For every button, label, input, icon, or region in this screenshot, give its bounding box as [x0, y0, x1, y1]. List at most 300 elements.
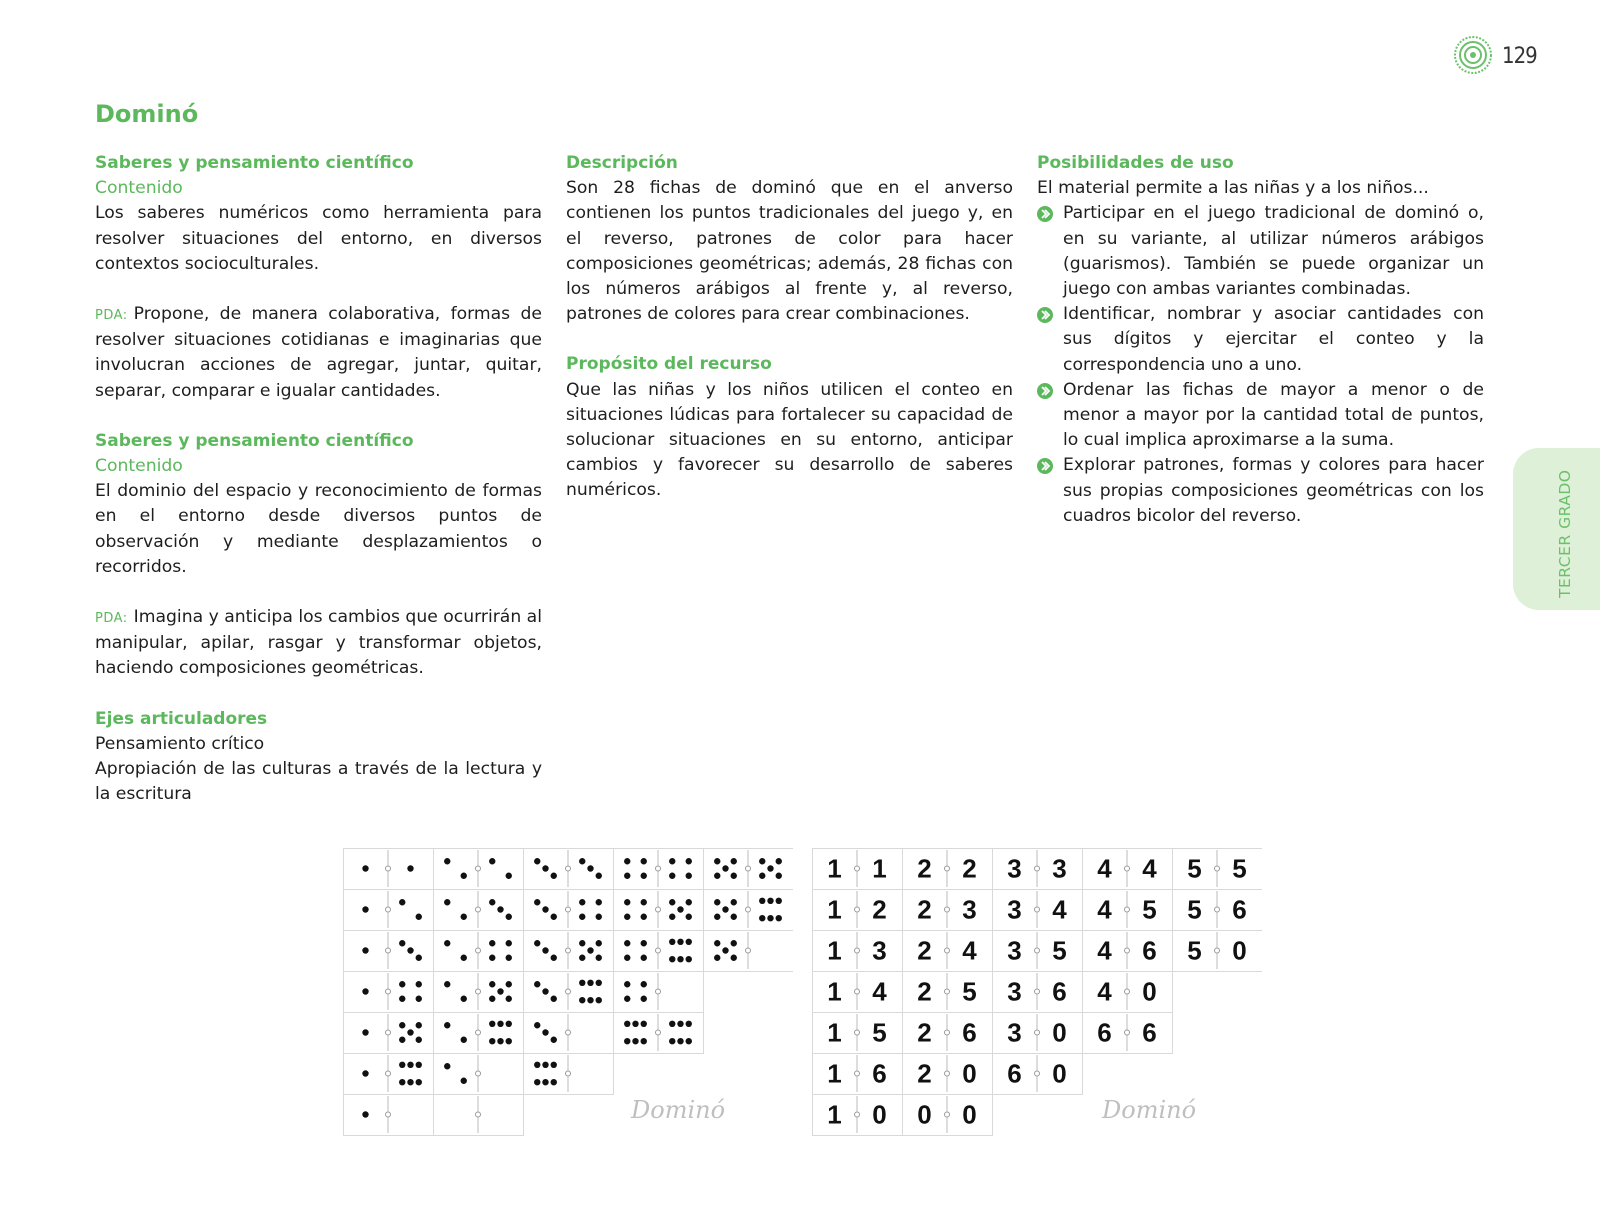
domino-number: 3: [872, 935, 887, 966]
domino-pip: [767, 898, 773, 904]
domino-number: 6: [872, 1058, 887, 1089]
domino-tile: [524, 1013, 614, 1054]
domino-pip: [399, 1037, 405, 1043]
column-saberes: [95, 151, 542, 807]
domino-pip: [776, 873, 782, 879]
domino-pip: [624, 873, 630, 879]
domino-pip: [596, 873, 602, 879]
domino-pip: [362, 947, 368, 953]
domino-pip: [489, 899, 495, 905]
domino-tile: [614, 849, 704, 890]
tile-pin: [656, 866, 661, 871]
domino-pip: [596, 914, 602, 920]
domino-pip: [551, 955, 557, 961]
uses-intro: El material permite a las niñas y a los niños...: [1037, 178, 1429, 199]
domino-pip: [776, 858, 782, 864]
domino-tile: [344, 931, 434, 972]
list-item: Identificar, nombrar y asociar cantidades con sus dígitos y ejercitar el conteo y la correspondencia uno a uno.: [1037, 302, 1484, 378]
domino-pip: [362, 1111, 368, 1117]
domino-tile: [434, 890, 524, 931]
domino-pip: [399, 1079, 405, 1085]
description-heading: Descripción: [566, 153, 678, 173]
domino-number: 2: [917, 894, 932, 925]
domino-pip: [407, 865, 413, 871]
page-number: 129: [1502, 44, 1537, 69]
domino-pip: [767, 915, 773, 921]
tile-pin: [386, 989, 391, 994]
tile-pin: [1035, 948, 1040, 953]
domino-number: 4: [1097, 853, 1112, 884]
tile-pin: [566, 948, 571, 953]
domino-tile: [434, 931, 524, 972]
tile-pin: [476, 866, 481, 871]
domino-pip: [624, 981, 630, 987]
domino-pip: [669, 914, 675, 920]
domino-tile: [993, 1054, 1083, 1095]
tile-pin: [656, 948, 661, 953]
domino-pip: [669, 1021, 675, 1027]
uses-heading: Posibilidades de uso: [1037, 153, 1234, 173]
list-item: Explorar patrones, formas y colores para hacer sus propias composiciones geométricas con los cuadros bicolor del reverso.: [1037, 453, 1484, 529]
ejes-item: Pensamiento crítico: [95, 733, 265, 754]
domino-pip: [714, 858, 720, 864]
domino-tile: [344, 1013, 434, 1054]
domino-pip: [399, 1022, 405, 1028]
domino-pip: [534, 1022, 540, 1028]
domino-tile: [614, 1013, 704, 1054]
tile-pin: [1125, 989, 1130, 994]
domino-number: 6: [962, 1017, 977, 1048]
domino-pip: [596, 940, 602, 946]
tile-pin: [746, 866, 751, 871]
domino-pip: [362, 865, 368, 871]
domino-number: 4: [1097, 935, 1112, 966]
domino-pip: [542, 947, 548, 953]
domino-tile: [434, 1054, 524, 1095]
pda-paragraph: [95, 302, 542, 404]
description-text: Son 28 fichas de dominó que en el anverso contienen los puntos tradicionales del juego y, en el reverso, patrones de color para hacer composiciones geométricas; además, 28 fichas con los números arábigos al frente y, al reverso, patrones de colores para crear combinaciones.: [566, 178, 1013, 325]
domino-pip: [624, 1038, 630, 1044]
domino-tile: [704, 890, 794, 931]
tile-pin: [566, 989, 571, 994]
domino-pip: [759, 858, 765, 864]
domino-pip: [489, 955, 495, 961]
domino-number: 0: [872, 1099, 887, 1130]
domino-pip: [579, 940, 585, 946]
tile-pin: [476, 989, 481, 994]
section-heading: Saberes y pensamiento científico: [95, 153, 414, 173]
domino-tile: [434, 1013, 524, 1054]
domino-pip: [444, 1063, 450, 1069]
tile-pin: [945, 948, 950, 953]
domino-number: 5: [962, 976, 977, 1007]
domino-pip: [444, 899, 450, 905]
domino-pip: [489, 940, 495, 946]
domino-pip: [714, 899, 720, 905]
domino-number: 1: [872, 853, 887, 884]
domino-pip: [489, 858, 495, 864]
domino-tile: [524, 849, 614, 890]
list-item: Participar en el juego tradicional de dominó o, en su variante, al utilizar números arábigos (guarismos). También se puede organizar un juego con ambas variantes combinadas.: [1037, 201, 1484, 302]
domino-number: 2: [917, 1058, 932, 1089]
domino-pip: [551, 1062, 557, 1068]
domino-pip: [399, 940, 405, 946]
tile-pin: [386, 1030, 391, 1035]
domino-pip: [506, 981, 512, 987]
tile-pin: [945, 1112, 950, 1117]
domino-pip: [759, 898, 765, 904]
domino-pip: [669, 956, 675, 962]
domino-number: 0: [1142, 976, 1157, 1007]
domino-numbers-grid: [812, 848, 1262, 1138]
column-descripcion: [566, 151, 1013, 504]
domino-number: 2: [917, 853, 932, 884]
domino-number: 0: [962, 1058, 977, 1089]
domino-pip: [506, 955, 512, 961]
domino-pip: [579, 980, 585, 986]
domino-number: 4: [1142, 853, 1157, 884]
domino-pip: [506, 996, 512, 1002]
domino-pip: [722, 906, 728, 912]
tile-pin: [386, 1112, 391, 1117]
ejes-heading: Ejes articuladores: [95, 708, 268, 729]
tile-pin: [386, 907, 391, 912]
domino-number: 0: [1052, 1017, 1067, 1048]
domino-tile: [813, 1054, 903, 1095]
domino-pip: [669, 858, 675, 864]
tile-pin: [476, 948, 481, 953]
domino-number: 5: [1052, 935, 1067, 966]
domino-tile: [903, 931, 993, 972]
domino-pip: [444, 1022, 450, 1028]
domino-number: 4: [1052, 894, 1067, 925]
domino-pip: [776, 898, 782, 904]
bullet-arrow-icon: [1037, 383, 1053, 399]
domino-tile: [993, 890, 1083, 931]
column-posibilidades: [1037, 151, 1484, 529]
purpose-heading: Propósito del recurso: [566, 354, 772, 375]
tile-pin: [476, 1112, 481, 1117]
domino-pip: [731, 858, 737, 864]
domino-pip: [534, 1079, 540, 1085]
tile-pin: [855, 1112, 860, 1117]
domino-pip: [416, 1022, 422, 1028]
sun-emblem-icon: [1453, 35, 1493, 75]
domino-tile: [813, 1095, 903, 1136]
domino-number: 2: [917, 976, 932, 1007]
tile-pin: [855, 989, 860, 994]
domino-number: 0: [962, 1099, 977, 1130]
domino-pip: [579, 858, 585, 864]
tile-pin: [1035, 907, 1040, 912]
domino-tile: [1173, 931, 1263, 972]
domino-tile: [524, 931, 614, 972]
bullet-arrow-icon: [1037, 206, 1053, 222]
domino-tile: [993, 972, 1083, 1013]
domino-number: 6: [1142, 935, 1157, 966]
domino-number: 3: [1007, 935, 1022, 966]
domino-number: 6: [1007, 1058, 1022, 1089]
domino-tile: [903, 890, 993, 931]
domino-pip: [587, 980, 593, 986]
domino-tile: [434, 849, 524, 890]
domino-pip: [731, 914, 737, 920]
domino-number: 3: [1007, 894, 1022, 925]
domino-pip: [686, 873, 692, 879]
tile-pin: [1125, 866, 1130, 871]
domino-number: 5: [1187, 894, 1202, 925]
domino-pip: [534, 899, 540, 905]
tile-pin: [945, 866, 950, 871]
purpose-text: Que las niñas y los niños utilicen el conteo en situaciones lúdicas para fortalecer su capacidad de solucionar situaciones en su entorno, anticipar cambios y favorecer su desarrollo de saberes numéricos.: [566, 379, 1013, 501]
domino-pip: [641, 955, 647, 961]
tile-pin: [566, 1071, 571, 1076]
domino-pip: [686, 914, 692, 920]
domino-pip: [461, 996, 467, 1002]
bullet-arrow-icon: [1037, 307, 1053, 323]
domino-tile: [993, 849, 1083, 890]
domino-tile: [614, 972, 704, 1013]
domino-pip: [579, 914, 585, 920]
domino-number: 1: [827, 976, 842, 1007]
domino-pip: [632, 1021, 638, 1027]
domino-tile: [344, 1054, 434, 1095]
domino-pip: [461, 1078, 467, 1084]
domino-number: 4: [962, 935, 977, 966]
domino-pip: [362, 906, 368, 912]
tile-pin: [746, 948, 751, 953]
tile-pin: [1215, 866, 1220, 871]
domino-pip: [641, 914, 647, 920]
domino-tile: [813, 890, 903, 931]
domino-pip: [542, 1029, 548, 1035]
tile-pin: [855, 866, 860, 871]
content-text: El dominio del espacio y reconocimiento de formas en el entorno desde diversos puntos de observación y mediante desplazamientos o recorridos.: [95, 481, 542, 577]
domino-tile: [903, 1095, 993, 1136]
domino-number: 1: [827, 894, 842, 925]
tile-pin: [945, 907, 950, 912]
domino-tile: [813, 931, 903, 972]
domino-tile: [524, 1054, 614, 1095]
domino-pip: [416, 1079, 422, 1085]
pda-label: PDA:: [95, 611, 128, 627]
tile-pin: [855, 907, 860, 912]
tile-pin: [1125, 948, 1130, 953]
tile-pin: [855, 1030, 860, 1035]
domino-number: 1: [827, 1099, 842, 1130]
domino-pip: [444, 981, 450, 987]
domino-pip: [551, 1079, 557, 1085]
domino-pip: [677, 1038, 683, 1044]
tile-pin: [1035, 1071, 1040, 1076]
page-title: Dominó: [95, 100, 199, 128]
domino-number: 1: [827, 935, 842, 966]
domino-pip: [624, 940, 630, 946]
domino-pip: [362, 1029, 368, 1035]
tile-pin: [945, 989, 950, 994]
domino-number: 6: [1052, 976, 1067, 1007]
domino-pip: [542, 1062, 548, 1068]
domino-pip: [399, 899, 405, 905]
grade-label: TERCER GRADO: [1556, 469, 1574, 598]
domino-dots-grid: [343, 848, 793, 1138]
domino-pip: [551, 914, 557, 920]
domino-number: 3: [1007, 853, 1022, 884]
domino-number: 3: [1007, 976, 1022, 1007]
tile-pin: [476, 1030, 481, 1035]
domino-number: 3: [1007, 1017, 1022, 1048]
tile-pin: [566, 1030, 571, 1035]
domino-number: 5: [1187, 935, 1202, 966]
domino-pip: [407, 1079, 413, 1085]
domino-number: 2: [962, 853, 977, 884]
domino-pip: [407, 1062, 413, 1068]
domino-number: 4: [1097, 894, 1112, 925]
domino-tile: [1173, 849, 1263, 890]
domino-pip: [624, 858, 630, 864]
domino-pip: [407, 1029, 413, 1035]
domino-pip: [731, 899, 737, 905]
domino-pip: [551, 873, 557, 879]
domino-tile: [903, 1013, 993, 1054]
domino-pip: [497, 906, 503, 912]
domino-pip: [461, 873, 467, 879]
domino-number: 1: [827, 1058, 842, 1089]
domino-pip: [416, 1062, 422, 1068]
domino-number: 3: [962, 894, 977, 925]
domino-tile: [1083, 849, 1173, 890]
domino-tile: [344, 1095, 434, 1136]
domino-pip: [776, 915, 782, 921]
domino-pip: [641, 873, 647, 879]
domino-pip: [362, 1070, 368, 1076]
domino-tile: [813, 972, 903, 1013]
domino-tile: [813, 849, 903, 890]
domino-tile: [903, 1054, 993, 1095]
domino-number: 6: [1097, 1017, 1112, 1048]
domino-pip: [407, 947, 413, 953]
tile-pin: [945, 1071, 950, 1076]
domino-pip: [587, 997, 593, 1003]
domino-pip: [669, 873, 675, 879]
domino-tile: [524, 890, 614, 931]
domino-pip: [641, 940, 647, 946]
domino-tile: [813, 1013, 903, 1054]
domino-tile: [1083, 890, 1173, 931]
domino-tile: [344, 972, 434, 1013]
domino-pip: [399, 981, 405, 987]
domino-tile: [344, 849, 434, 890]
domino-pip: [461, 955, 467, 961]
domino-tile: [903, 972, 993, 1013]
domino-tile: [614, 890, 704, 931]
pda-paragraph: [95, 605, 542, 682]
domino-pip: [641, 858, 647, 864]
tile-pin: [1215, 948, 1220, 953]
domino-pip: [416, 996, 422, 1002]
domino-pip: [686, 1038, 692, 1044]
domino-pip: [489, 996, 495, 1002]
domino-number: 5: [1187, 853, 1202, 884]
domino-pip: [506, 1038, 512, 1044]
domino-number: 3: [1052, 853, 1067, 884]
domino-pip: [461, 1037, 467, 1043]
domino-tile: [434, 1095, 524, 1136]
domino-tile: [993, 1013, 1083, 1054]
tile-pin: [566, 907, 571, 912]
domino-pip: [686, 1021, 692, 1027]
tile-pin: [386, 948, 391, 953]
domino-pip: [596, 955, 602, 961]
domino-pip: [534, 981, 540, 987]
domino-pip: [624, 914, 630, 920]
tile-pin: [476, 907, 481, 912]
domino-pip: [489, 1038, 495, 1044]
domino-number: 0: [917, 1099, 932, 1130]
domino-pip: [641, 996, 647, 1002]
domino-pip: [579, 997, 585, 1003]
domino-pip: [686, 939, 692, 945]
domino-pip: [579, 955, 585, 961]
pda-label: PDA:: [95, 308, 128, 324]
domino-watermark: Dominó: [1102, 1096, 1197, 1124]
domino-pip: [587, 947, 593, 953]
domino-pip: [669, 939, 675, 945]
domino-pip: [632, 1038, 638, 1044]
tile-pin: [1035, 866, 1040, 871]
domino-pip: [534, 1062, 540, 1068]
domino-pip: [677, 956, 683, 962]
domino-pip: [641, 981, 647, 987]
domino-tile: [1083, 931, 1173, 972]
domino-pip: [489, 1021, 495, 1027]
domino-pip: [767, 865, 773, 871]
domino-pip: [624, 899, 630, 905]
domino-number: 2: [917, 1017, 932, 1048]
domino-tile: [524, 972, 614, 1013]
domino-pip: [416, 981, 422, 987]
pda-text: Imagina y anticipa los cambios que ocurrirán al manipular, apilar, rasgar y transformar objetos, haciendo composiciones geométricas.: [95, 607, 542, 679]
domino-number: 6: [1232, 894, 1247, 925]
domino-pip: [399, 996, 405, 1002]
domino-pip: [542, 988, 548, 994]
section-subheading: Contenido: [95, 456, 183, 477]
domino-tile: [993, 931, 1083, 972]
domino-pip: [596, 997, 602, 1003]
bullet-arrow-icon: [1037, 458, 1053, 474]
domino-number: 0: [1052, 1058, 1067, 1089]
domino-numbers-figure: [812, 848, 1262, 1138]
tile-pin: [656, 907, 661, 912]
domino-pip: [587, 865, 593, 871]
domino-tile: [704, 849, 794, 890]
tile-pin: [656, 1030, 661, 1035]
domino-dots-figure: [343, 848, 793, 1138]
domino-number: 4: [872, 976, 887, 1007]
domino-pip: [596, 980, 602, 986]
uses-list: [1037, 201, 1484, 529]
ejes-item: Apropiación de las culturas a través de la lectura y la escritura: [95, 759, 542, 805]
domino-pip: [461, 914, 467, 920]
domino-pip: [542, 906, 548, 912]
list-item: Ordenar las fichas de mayor a menor o de menor a mayor por la cantidad total de puntos, lo cual implica aproximarse a la suma.: [1037, 378, 1484, 454]
domino-pip: [677, 906, 683, 912]
domino-tile: [434, 972, 524, 1013]
domino-tile: [1083, 1013, 1173, 1054]
domino-pip: [641, 1038, 647, 1044]
domino-pip: [624, 955, 630, 961]
domino-number: 6: [1142, 1017, 1157, 1048]
